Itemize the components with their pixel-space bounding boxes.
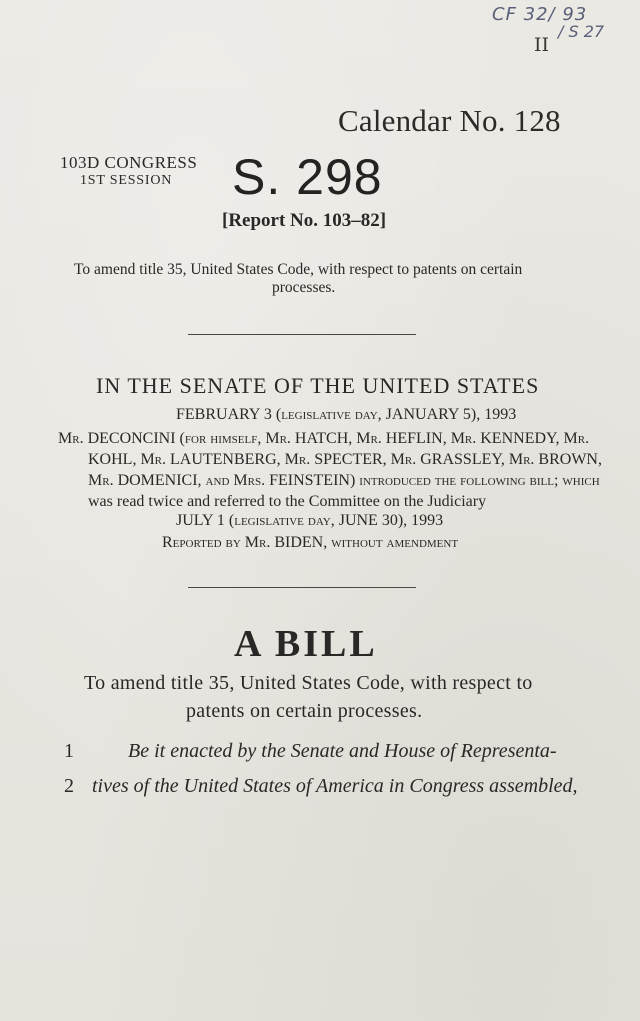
reported-date: JULY 1 (legislative day, JUNE 30), 1993 <box>176 512 444 529</box>
short-title-line-1: To amend title 35, United States Code, with respect to patents on certain <box>74 261 523 278</box>
handwritten-note-2: / S 27 <box>558 22 605 41</box>
enacting-clause-line: tives of the United States of America in Congress assembled, <box>92 775 578 797</box>
long-title-line-1: To amend title 35, United States Code, with respect to <box>84 672 533 694</box>
divider-rule <box>188 334 416 335</box>
roman-numeral: II <box>534 34 550 56</box>
enacting-clause-line: Be it enacted by the Senate and House of Representa- <box>128 740 557 762</box>
sponsors-line: Mr. DOMENICI, and Mrs. FEINSTEIN) introduced the following bill; which <box>88 472 600 489</box>
sponsors-paragraph <box>58 428 602 512</box>
session-label: 1ST SESSION <box>80 173 173 188</box>
senate-heading: IN THE SENATE OF THE UNITED STATES <box>96 373 540 398</box>
sponsors-line: KOHL, Mr. LAUTENBERG, Mr. SPECTER, Mr. GRASSLEY, Mr. BROWN, <box>88 451 602 468</box>
line-number: 1 <box>64 740 74 762</box>
bill-heading: A BILL <box>234 623 378 665</box>
bill-number: S. 298 <box>232 149 383 205</box>
sponsors-line: was read twice and referred to the Committee on the Judiciary <box>88 493 487 510</box>
line-number: 2 <box>64 775 74 797</box>
handwritten-note: CF 32/ 93 <box>492 4 588 25</box>
short-title-line-2: processes. <box>272 279 336 296</box>
reported-by: Reported by Mr. BIDEN, without amendment <box>162 534 459 551</box>
introduction-date: FEBRUARY 3 (legislative day, JANUARY 5), 1993 <box>176 406 517 423</box>
sponsors-line: Mr. DECONCINI (for himself, Mr. HATCH, Mr. HEFLIN, Mr. KENNEDY, Mr. <box>58 430 590 447</box>
report-number: [Report No. 103–82] <box>222 210 387 231</box>
congress-label: 103D CONGRESS <box>60 153 198 172</box>
calendar-number: Calendar No. 128 <box>338 103 561 138</box>
long-title-line-2: patents on certain processes. <box>186 700 423 722</box>
divider-rule <box>188 587 416 588</box>
